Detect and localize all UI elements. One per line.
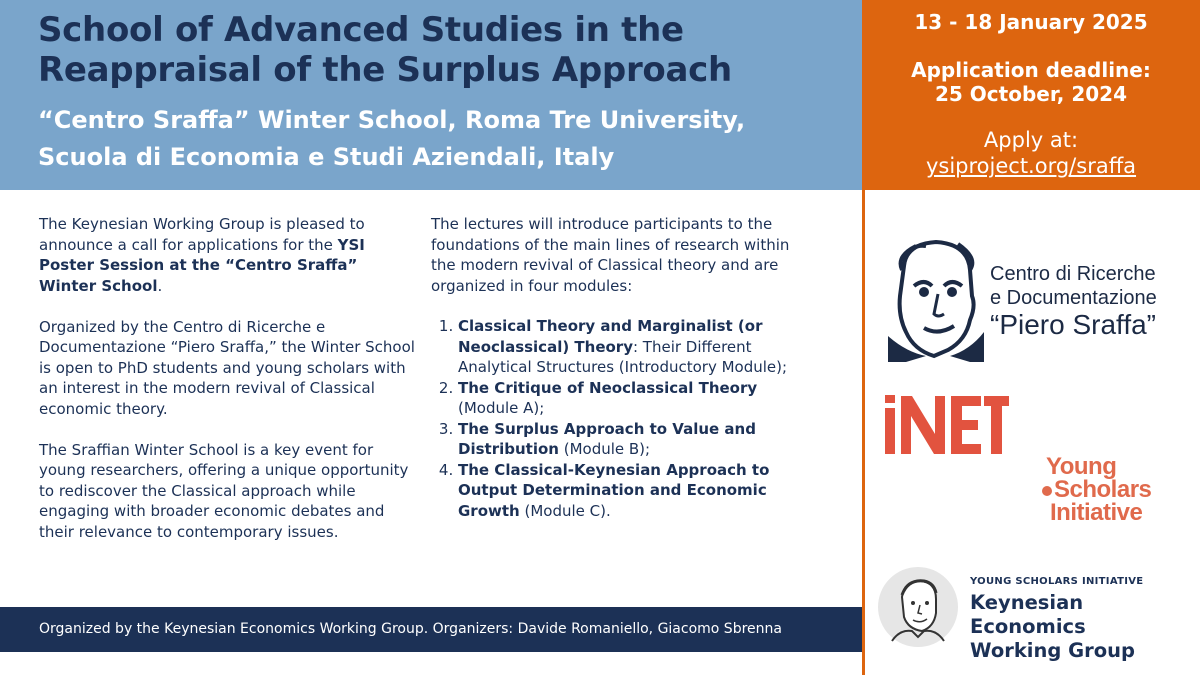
module-title: The Critique of Neoclassical Theory xyxy=(458,378,758,397)
left-column xyxy=(39,214,419,563)
header-banner xyxy=(0,0,862,190)
right-column xyxy=(431,214,816,521)
apply-info xyxy=(862,127,1200,179)
page-subtitle xyxy=(38,102,858,176)
apply-label: Apply at: xyxy=(983,128,1079,152)
title-line-1: School of Advanced Studies in the xyxy=(38,10,684,50)
kewg-label: YOUNG SCHOLARS INITIATIVE xyxy=(970,576,1144,587)
modules-list xyxy=(431,316,816,521)
intro-end: . xyxy=(157,276,163,295)
deadline-label: Application deadline: xyxy=(911,58,1151,82)
sraffa-line-2: e Documentazione xyxy=(990,287,1157,309)
list-item xyxy=(458,316,816,378)
module-title: The Classical-Keynesian Approach to Output Determination and Economic Growth xyxy=(458,460,770,520)
footer-banner: Organized by the Keynesian Economics Working Group. Organizers: Davide Romaniello, Giacomo Sbrenna xyxy=(0,607,862,652)
paragraph-event: The Sraffian Winter School is a key event for young researchers, offering a unique opportunity to rediscover the Classical approach while engaging with broader economic debates and their relevance to contemporary issues. xyxy=(39,440,409,541)
ysi-logo xyxy=(1042,455,1151,524)
sraffa-logo-text xyxy=(990,262,1157,340)
kewg-line-2: Working Group xyxy=(970,639,1135,662)
list-item xyxy=(458,460,816,522)
module-title: The Surplus Approach to Value and Distribution xyxy=(458,419,756,458)
module-desc: (Module A); xyxy=(458,399,545,417)
module-desc: : Their Different Analytical Structures (Introductory Module); xyxy=(458,337,788,376)
ysi-line-1: Young xyxy=(1046,453,1117,480)
sraffa-line-3: “Piero Sraffa” xyxy=(990,309,1156,340)
modules-intro: The lectures will introduce participants to the foundations of the main lines of research within the modern revival of Classical theory and are organized in four modules: xyxy=(431,215,790,295)
deadline-date: 25 October, 2024 xyxy=(935,82,1127,106)
intro-text: The Keynesian Working Group is pleased to announce a call for applications for the xyxy=(39,215,365,254)
subtitle-line-2: Scuola di Economia e Studi Aziendali, Italy xyxy=(38,143,615,171)
kewg-portrait-logo xyxy=(878,567,958,647)
ysi-dot-icon xyxy=(1042,486,1052,496)
sraffa-portrait-logo xyxy=(886,236,986,366)
subtitle-line-1: “Centro Sraffa” Winter School, Roma Tre University, xyxy=(38,106,746,134)
page-title xyxy=(38,10,858,90)
kewg-name xyxy=(970,591,1200,663)
info-box xyxy=(862,0,1200,190)
ysi-line-2: Scholars xyxy=(1054,476,1152,503)
module-desc: (Module B); xyxy=(558,440,651,458)
list-item xyxy=(458,378,816,419)
intro-bold: YSI Poster Session at the “Centro Sraffa” Winter School xyxy=(39,235,365,295)
ysi-line-3: Initiative xyxy=(1050,499,1143,526)
application-deadline xyxy=(862,58,1200,106)
paragraph-organized: Organized by the Centro di Ricerche e Documentazione “Piero Sraffa,” the Winter School is open to PhD students and young scholars with an interest in the modern revival of Classical economic theory. xyxy=(39,317,415,418)
apply-link[interactable]: ysiproject.org/sraffa xyxy=(925,154,1137,178)
inet-logo xyxy=(885,392,1009,454)
divider-line xyxy=(862,190,865,675)
sraffa-line-1: Centro di Ricerche xyxy=(990,263,1156,285)
list-item xyxy=(458,419,816,460)
paragraph-intro xyxy=(39,214,419,296)
module-desc: (Module C). xyxy=(519,501,611,520)
event-dates: 13 - 18 January 2025 xyxy=(914,10,1148,34)
module-title: Classical Theory and Marginalist (or Neoclassical) Theory xyxy=(458,317,763,356)
title-line-2: Reappraisal of the Surplus Approach xyxy=(38,50,732,90)
kewg-line-1: Keynesian Economics xyxy=(970,591,1086,638)
ysi-line-2-wrap xyxy=(1042,478,1151,501)
